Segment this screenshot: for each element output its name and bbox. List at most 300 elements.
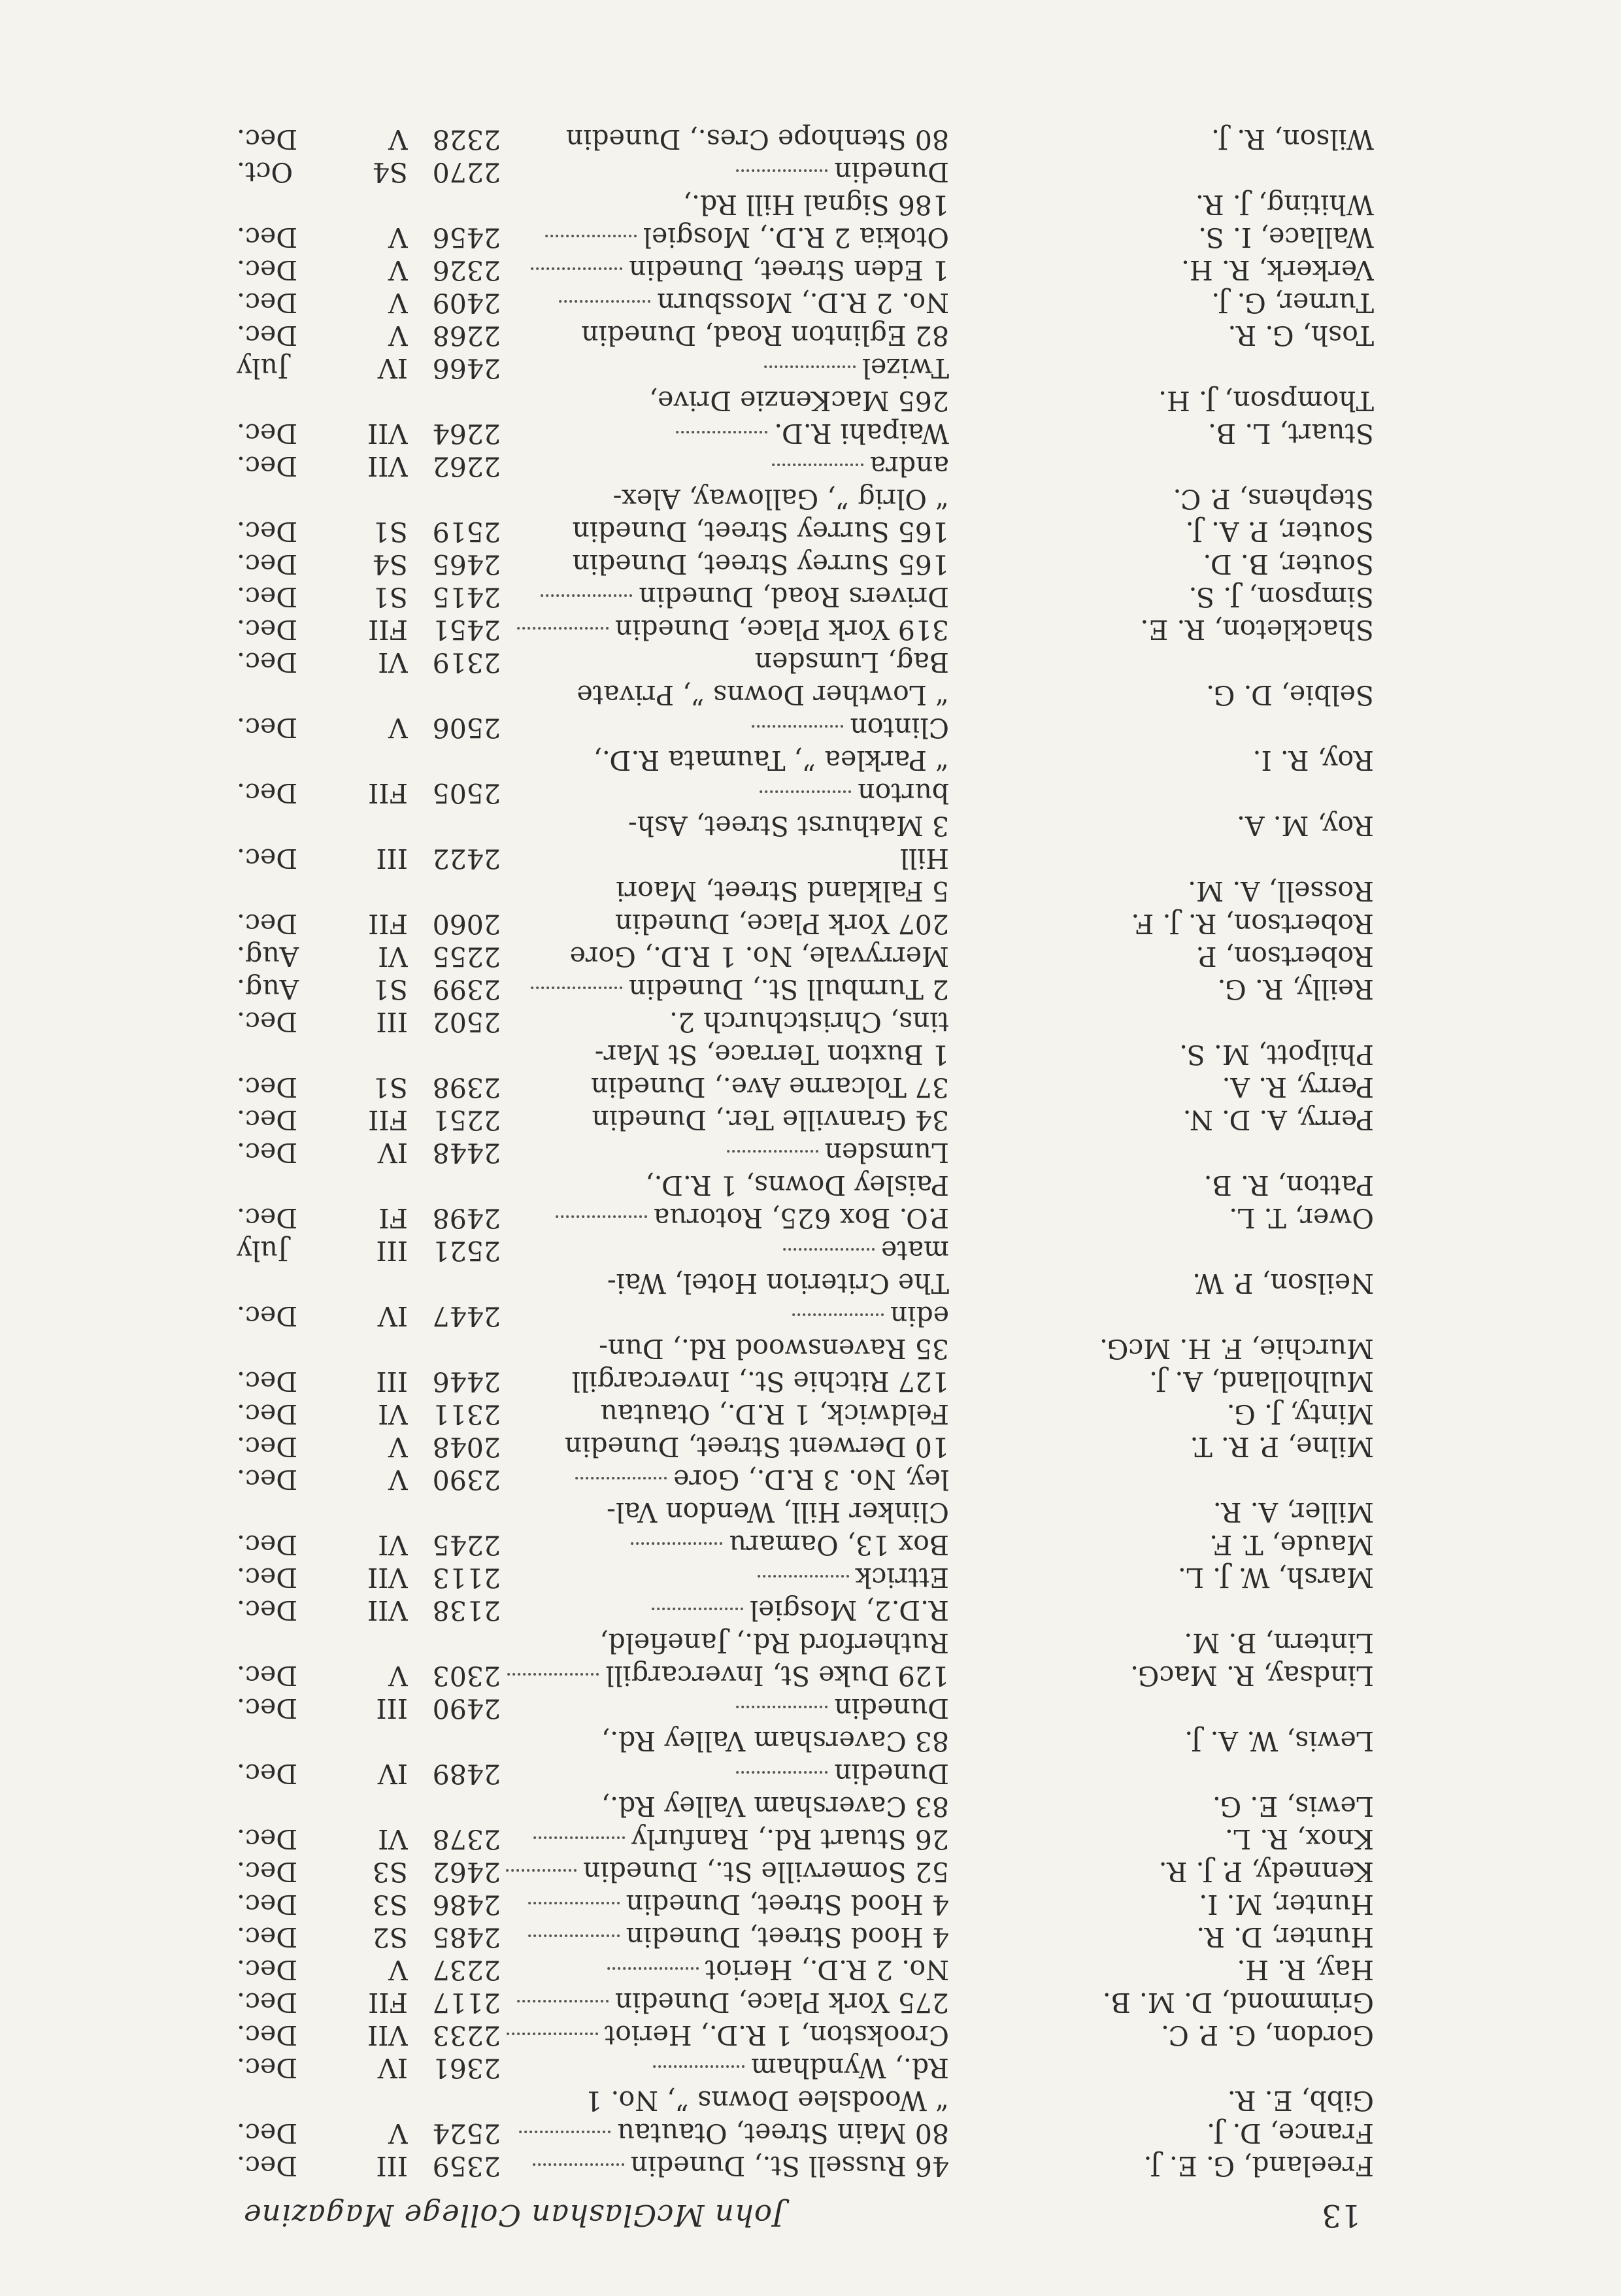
table-row bbox=[237, 189, 1374, 220]
admission-number-text: 2466 bbox=[432, 352, 501, 384]
form-level bbox=[329, 189, 408, 220]
student-name-text: Freeland, G. E. J. bbox=[1143, 2150, 1374, 2182]
student-name bbox=[949, 320, 1374, 351]
student-name bbox=[949, 516, 1374, 547]
student-address-text: 5 Falkland Street, Maori bbox=[616, 875, 949, 907]
leaving-month-text: Dec. bbox=[237, 1823, 298, 1855]
leaving-month bbox=[237, 1496, 328, 1528]
form-level-text: VII bbox=[367, 2019, 408, 2051]
dot-leader bbox=[607, 1967, 699, 1970]
leaving-month-text: Dec. bbox=[237, 614, 298, 645]
leaving-month bbox=[237, 1562, 328, 1593]
student-name bbox=[949, 2052, 1374, 2084]
student-name-text: Hunter, M. I. bbox=[1199, 1889, 1374, 1920]
student-name bbox=[949, 1431, 1374, 1462]
admission-number-text: 2448 bbox=[432, 1137, 501, 1168]
admission-number-text: 2303 bbox=[432, 1660, 501, 1691]
table-row bbox=[237, 418, 1374, 449]
form-level-text: V bbox=[388, 287, 408, 318]
dot-leader bbox=[517, 627, 609, 630]
page-number: 13 bbox=[1322, 2197, 1361, 2233]
admission-number bbox=[412, 1791, 501, 1822]
table-row bbox=[237, 254, 1374, 286]
student-name-text: Kennedy, P. J. R. bbox=[1158, 1856, 1374, 1887]
dot-leader bbox=[545, 235, 637, 237]
student-name bbox=[949, 1300, 1374, 1332]
form-level bbox=[329, 2019, 408, 2051]
form-level bbox=[329, 777, 408, 809]
student-name-text: Reilly, R. G. bbox=[1217, 973, 1374, 1005]
student-address-text: Clinton bbox=[850, 712, 949, 743]
student-address bbox=[505, 1431, 949, 1462]
admission-number-text: 2451 bbox=[432, 614, 501, 645]
student-name bbox=[949, 1366, 1374, 1397]
student-address bbox=[505, 1398, 949, 1430]
admission-number bbox=[412, 1758, 501, 1789]
form-level bbox=[329, 287, 408, 318]
leaving-month bbox=[237, 1202, 328, 1234]
form-level bbox=[329, 745, 408, 776]
table-row bbox=[237, 2052, 1374, 2084]
leaving-month bbox=[237, 810, 328, 841]
form-level bbox=[329, 843, 408, 874]
table-row bbox=[237, 1202, 1374, 1234]
dot-leader bbox=[653, 2065, 744, 2068]
student-address-text: Dunedin bbox=[834, 156, 949, 188]
student-name-text: Marsh, W. J. L. bbox=[1177, 1562, 1374, 1593]
form-level-text: III bbox=[376, 1366, 408, 1397]
student-address bbox=[505, 1464, 949, 1495]
admission-number bbox=[412, 1464, 501, 1495]
student-address bbox=[505, 1039, 949, 1070]
table-row bbox=[237, 1595, 1374, 1626]
leaving-month bbox=[237, 2118, 328, 2149]
leaving-month bbox=[237, 1529, 328, 1561]
student-address bbox=[505, 2019, 949, 2051]
student-name-text: Maude, T. F. bbox=[1209, 1529, 1374, 1561]
table-row bbox=[237, 450, 1374, 482]
table-row bbox=[237, 1529, 1374, 1561]
student-name-text: Robertson, R. J. F. bbox=[1131, 908, 1374, 939]
admission-number bbox=[412, 1072, 501, 1103]
student-address-text: 80 Main Street, Otautau bbox=[617, 2118, 949, 2149]
student-address-text: Hill bbox=[899, 843, 949, 874]
admission-number bbox=[412, 450, 501, 482]
admission-number bbox=[412, 2150, 501, 2182]
form-level bbox=[329, 1333, 408, 1364]
form-level-text: VI bbox=[378, 1398, 408, 1430]
admission-number-text: 2319 bbox=[432, 647, 501, 678]
admission-number bbox=[412, 875, 501, 907]
student-address bbox=[505, 1333, 949, 1364]
table-row bbox=[237, 1791, 1374, 1822]
form-level bbox=[329, 1791, 408, 1822]
table-row bbox=[237, 1300, 1374, 1332]
form-level bbox=[329, 450, 408, 482]
leaving-month bbox=[237, 1693, 328, 1724]
student-address-text: 207 York Place, Dunedin bbox=[614, 908, 949, 939]
table-row bbox=[237, 1366, 1374, 1397]
dot-leader bbox=[505, 1869, 577, 1872]
table-row bbox=[237, 2019, 1374, 2051]
table-row bbox=[237, 124, 1374, 155]
student-address-text: Waipahi R.D. bbox=[774, 418, 949, 449]
admission-number bbox=[412, 1921, 501, 1953]
admission-number-text: 2498 bbox=[432, 1202, 501, 1234]
leaving-month bbox=[237, 1987, 328, 2018]
student-address-text: burton bbox=[858, 777, 949, 809]
student-address bbox=[505, 320, 949, 351]
form-level bbox=[329, 124, 408, 155]
leaving-month bbox=[237, 1464, 328, 1495]
admission-number bbox=[412, 516, 501, 547]
table-row bbox=[237, 222, 1374, 253]
student-name-text: Lewis, E. G. bbox=[1212, 1791, 1374, 1822]
student-address bbox=[505, 843, 949, 874]
leaving-month bbox=[237, 1268, 328, 1299]
table-row bbox=[237, 1039, 1374, 1070]
student-name bbox=[949, 254, 1374, 286]
student-name bbox=[949, 549, 1374, 580]
leaving-month bbox=[237, 1595, 328, 1626]
leaving-month bbox=[237, 2052, 328, 2084]
admission-number bbox=[412, 418, 501, 449]
student-address bbox=[505, 1170, 949, 1201]
dot-leader bbox=[531, 987, 622, 989]
admission-number bbox=[412, 320, 501, 351]
leaving-month bbox=[237, 1366, 328, 1397]
admission-number bbox=[412, 941, 501, 972]
admission-number bbox=[412, 810, 501, 841]
form-level bbox=[329, 156, 408, 188]
admission-number bbox=[412, 1496, 501, 1528]
student-name-text: Roy, R. I. bbox=[1252, 745, 1374, 776]
form-level bbox=[329, 516, 408, 547]
leaving-month bbox=[237, 843, 328, 874]
form-level bbox=[329, 549, 408, 580]
form-level bbox=[329, 1921, 408, 1953]
leaving-month-text: Dec. bbox=[237, 1987, 298, 2018]
leaving-month-text: Aug. bbox=[237, 973, 299, 1005]
student-address-text: 4 Hood Street, Dunedin bbox=[626, 1889, 949, 1920]
student-name bbox=[949, 1791, 1374, 1822]
student-address bbox=[505, 581, 949, 613]
admission-number-text: 2465 bbox=[432, 549, 501, 580]
admission-number-text: 2378 bbox=[432, 1823, 501, 1855]
admission-number bbox=[412, 1137, 501, 1168]
form-level bbox=[329, 1889, 408, 1920]
student-name bbox=[949, 777, 1374, 809]
table-row bbox=[237, 1823, 1374, 1855]
admission-number bbox=[412, 1725, 501, 1757]
table-row bbox=[237, 875, 1374, 907]
student-address-text: Bag, Lumsden bbox=[754, 647, 949, 678]
student-name-text: Roy, M. A. bbox=[1236, 810, 1374, 841]
student-address-text: Ettrick bbox=[855, 1562, 949, 1593]
student-name-text: Simpson, J. S. bbox=[1188, 581, 1374, 613]
student-address-text: 37 Tolcarne Ave., Dunedin bbox=[590, 1072, 949, 1103]
student-name-text: Minty, J. G. bbox=[1226, 1398, 1374, 1430]
student-address-text: Dunedin bbox=[834, 1693, 949, 1724]
dot-leader bbox=[764, 365, 856, 368]
form-level-text: FII bbox=[368, 777, 408, 809]
admission-number-text: 2255 bbox=[432, 941, 501, 972]
student-name-text: Souter, P. A. J. bbox=[1185, 516, 1374, 547]
dot-leader bbox=[507, 1673, 599, 1676]
table-row bbox=[237, 908, 1374, 939]
student-name bbox=[949, 843, 1374, 874]
student-name bbox=[949, 1660, 1374, 1691]
form-level bbox=[329, 1170, 408, 1201]
table-row bbox=[237, 679, 1374, 711]
dot-leader bbox=[736, 1706, 827, 1708]
student-address bbox=[505, 1758, 949, 1789]
form-level bbox=[329, 712, 408, 743]
student-address-text: Box 13, Oamaru bbox=[729, 1529, 949, 1561]
student-name bbox=[949, 712, 1374, 743]
student-name bbox=[949, 1889, 1374, 1920]
leaving-month bbox=[237, 1170, 328, 1201]
student-address bbox=[505, 483, 949, 515]
student-name-text: Turner, G. J. bbox=[1211, 287, 1374, 318]
form-level-text: V bbox=[388, 712, 408, 743]
admission-number bbox=[412, 1562, 501, 1593]
dot-leader bbox=[507, 2033, 598, 2035]
leaving-month-text: Dec. bbox=[237, 1954, 298, 1985]
leaving-month-text: Dec. bbox=[237, 777, 298, 809]
dot-leader bbox=[792, 1313, 884, 1316]
student-name bbox=[949, 1921, 1374, 1953]
admission-number bbox=[412, 647, 501, 678]
student-name bbox=[949, 156, 1374, 188]
student-address bbox=[505, 549, 949, 580]
form-level bbox=[329, 2118, 408, 2149]
student-address bbox=[505, 2118, 949, 2149]
student-address-text: “ Lowther Downs ”, Private bbox=[577, 679, 949, 711]
student-name bbox=[949, 1693, 1374, 1724]
student-address-text: 186 Signal Hill Rd., bbox=[682, 189, 949, 220]
student-address bbox=[505, 124, 949, 155]
student-address bbox=[505, 254, 949, 286]
student-name bbox=[949, 1856, 1374, 1887]
admission-number bbox=[412, 189, 501, 220]
admission-number bbox=[412, 679, 501, 711]
leaving-month bbox=[237, 1856, 328, 1887]
student-address-text: The Criterion Hotel, Wai- bbox=[607, 1268, 949, 1299]
student-name-text: France, D. J. bbox=[1207, 2118, 1374, 2149]
form-level bbox=[329, 1431, 408, 1462]
student-name bbox=[949, 1072, 1374, 1103]
admission-number bbox=[412, 2019, 501, 2051]
admission-number bbox=[412, 1693, 501, 1724]
student-name-text: Verkerk, R. H. bbox=[1180, 254, 1374, 286]
table-row bbox=[237, 1431, 1374, 1462]
student-address bbox=[505, 1202, 949, 1234]
student-name-text: Ower, T. L. bbox=[1229, 1202, 1374, 1234]
form-level bbox=[329, 1823, 408, 1855]
form-level bbox=[329, 810, 408, 841]
leaving-month bbox=[237, 516, 328, 547]
form-level bbox=[329, 254, 408, 286]
dot-leader bbox=[760, 790, 851, 793]
student-address-text: 82 Eglinton Road, Dunedin bbox=[581, 320, 949, 351]
form-level-text: FII bbox=[368, 614, 408, 645]
admission-number bbox=[412, 124, 501, 155]
admission-number bbox=[412, 549, 501, 580]
leaving-month-text: Dec. bbox=[237, 418, 298, 449]
form-level-text: V bbox=[388, 124, 408, 155]
student-name bbox=[949, 1496, 1374, 1528]
leaving-month bbox=[237, 712, 328, 743]
leaving-month bbox=[237, 614, 328, 645]
leaving-month-text: Dec. bbox=[237, 1856, 298, 1887]
student-name bbox=[949, 222, 1374, 253]
leaving-month-text: Dec. bbox=[237, 1921, 298, 1953]
leaving-month bbox=[237, 1921, 328, 1953]
student-address bbox=[505, 1366, 949, 1397]
admission-number-text: 2409 bbox=[432, 287, 501, 318]
student-address bbox=[505, 679, 949, 711]
dot-leader bbox=[727, 1150, 818, 1153]
admission-number bbox=[412, 1039, 501, 1070]
admission-number-text: 2311 bbox=[432, 1398, 501, 1430]
student-name-text: Shackleton, R. E. bbox=[1140, 614, 1374, 645]
leaving-month-text: Dec. bbox=[237, 2118, 298, 2149]
admission-number bbox=[412, 908, 501, 939]
student-address bbox=[505, 1693, 949, 1724]
student-name bbox=[949, 1529, 1374, 1561]
student-name bbox=[949, 287, 1374, 318]
student-name bbox=[949, 1464, 1374, 1495]
dot-leader bbox=[519, 2131, 610, 2133]
leaving-month-text: Dec. bbox=[237, 843, 298, 874]
student-name-text: Grimmond, D. M. B. bbox=[1102, 1987, 1374, 2018]
student-name-text: Stephens, P. C. bbox=[1173, 483, 1374, 515]
leaving-month-text: Dec. bbox=[237, 1072, 298, 1103]
student-address bbox=[505, 908, 949, 939]
leaving-month bbox=[237, 189, 328, 220]
student-address bbox=[505, 450, 949, 482]
admission-number bbox=[412, 156, 501, 188]
form-level bbox=[329, 352, 408, 384]
leaving-month-text: Dec. bbox=[237, 1366, 298, 1397]
table-row bbox=[237, 581, 1374, 613]
dot-leader bbox=[556, 1215, 647, 1218]
student-address-text: Crookston, 1 R.D., Heriot bbox=[604, 2019, 949, 2051]
form-level bbox=[329, 1300, 408, 1332]
student-name bbox=[949, 679, 1374, 711]
form-level bbox=[329, 1529, 408, 1561]
table-row bbox=[237, 1987, 1374, 2018]
student-address bbox=[505, 352, 949, 384]
form-level-text: S3 bbox=[372, 1889, 408, 1920]
student-address-text: “ Olrig ”, Galloway, Alex- bbox=[612, 483, 949, 515]
student-name bbox=[949, 418, 1374, 449]
student-name bbox=[949, 1104, 1374, 1136]
form-level bbox=[329, 679, 408, 711]
leaving-month-text: Dec. bbox=[237, 908, 298, 939]
student-name-text: Hay, R. H. bbox=[1237, 1954, 1374, 1985]
leaving-month-text: Dec. bbox=[237, 581, 298, 613]
form-level-text: III bbox=[376, 843, 408, 874]
student-name bbox=[949, 2085, 1374, 2116]
student-address-text: “ Parklea ”, Taumata R.D., bbox=[593, 745, 949, 776]
admission-number bbox=[412, 1856, 501, 1887]
table-row bbox=[237, 2085, 1374, 2116]
form-level bbox=[329, 1496, 408, 1528]
admission-number bbox=[412, 2085, 501, 2116]
student-address bbox=[505, 777, 949, 809]
student-address bbox=[505, 614, 949, 645]
student-address-text: 4 Hood Street, Dunedin bbox=[626, 1921, 949, 1953]
admission-number bbox=[412, 254, 501, 286]
student-address-text: Drivers Road, Dunedin bbox=[639, 581, 949, 613]
leaving-month bbox=[237, 1333, 328, 1364]
admission-number-text: 2361 bbox=[432, 2052, 501, 2084]
student-name bbox=[949, 1954, 1374, 1985]
admission-number-text: 2264 bbox=[432, 418, 501, 449]
student-address-text: Rutherford Rd., Janefield, bbox=[599, 1627, 949, 1659]
admission-number bbox=[412, 1104, 501, 1136]
admission-number bbox=[412, 1823, 501, 1855]
table-row bbox=[237, 1137, 1374, 1168]
student-address bbox=[505, 1235, 949, 1266]
admission-number-text: 2262 bbox=[432, 450, 501, 482]
student-name-text: Robertson, P. bbox=[1195, 941, 1374, 972]
student-name bbox=[949, 1039, 1374, 1070]
student-roll-list bbox=[237, 70, 1374, 2182]
admission-number-text: 2489 bbox=[432, 1758, 501, 1789]
admission-number bbox=[412, 2118, 501, 2149]
leaving-month-text: Dec. bbox=[237, 1202, 298, 1234]
table-row bbox=[237, 2150, 1374, 2182]
admission-number-text: 2251 bbox=[432, 1104, 501, 1136]
form-level-text: V bbox=[388, 1464, 408, 1495]
student-address-text: 83 Caversham Valley Rd., bbox=[601, 1791, 949, 1822]
admission-number-text: 2233 bbox=[432, 2019, 501, 2051]
student-name bbox=[949, 1823, 1374, 1855]
table-row bbox=[237, 2118, 1374, 2149]
leaving-month bbox=[237, 549, 328, 580]
dot-leader bbox=[631, 1542, 722, 1545]
admission-number bbox=[412, 745, 501, 776]
student-address-text: 83 Caversham Valley Rd., bbox=[601, 1725, 949, 1757]
form-level bbox=[329, 1104, 408, 1136]
admission-number-text: 2415 bbox=[432, 581, 501, 613]
dot-leader bbox=[736, 1771, 827, 1774]
leaving-month bbox=[237, 352, 328, 384]
student-name bbox=[949, 1758, 1374, 1789]
admission-number bbox=[412, 1627, 501, 1659]
admission-number-text: 2268 bbox=[432, 320, 501, 351]
table-row bbox=[237, 1660, 1374, 1691]
admission-number-text: 2490 bbox=[432, 1693, 501, 1724]
form-level-text: III bbox=[376, 2150, 408, 2182]
leaving-month-text: Dec. bbox=[237, 1889, 298, 1920]
admission-number bbox=[412, 843, 501, 874]
student-name bbox=[949, 189, 1374, 220]
leaving-month bbox=[237, 2019, 328, 2051]
form-level-text: IV bbox=[378, 1758, 408, 1789]
form-level-text: V bbox=[388, 1431, 408, 1462]
form-level-text: III bbox=[376, 1235, 408, 1266]
leaving-month-text: Dec. bbox=[237, 1398, 298, 1430]
admission-number-text: 2399 bbox=[432, 973, 501, 1005]
leaving-month bbox=[237, 320, 328, 351]
student-address-text: andra bbox=[869, 450, 949, 482]
leaving-month bbox=[237, 483, 328, 515]
table-row bbox=[237, 1627, 1374, 1659]
